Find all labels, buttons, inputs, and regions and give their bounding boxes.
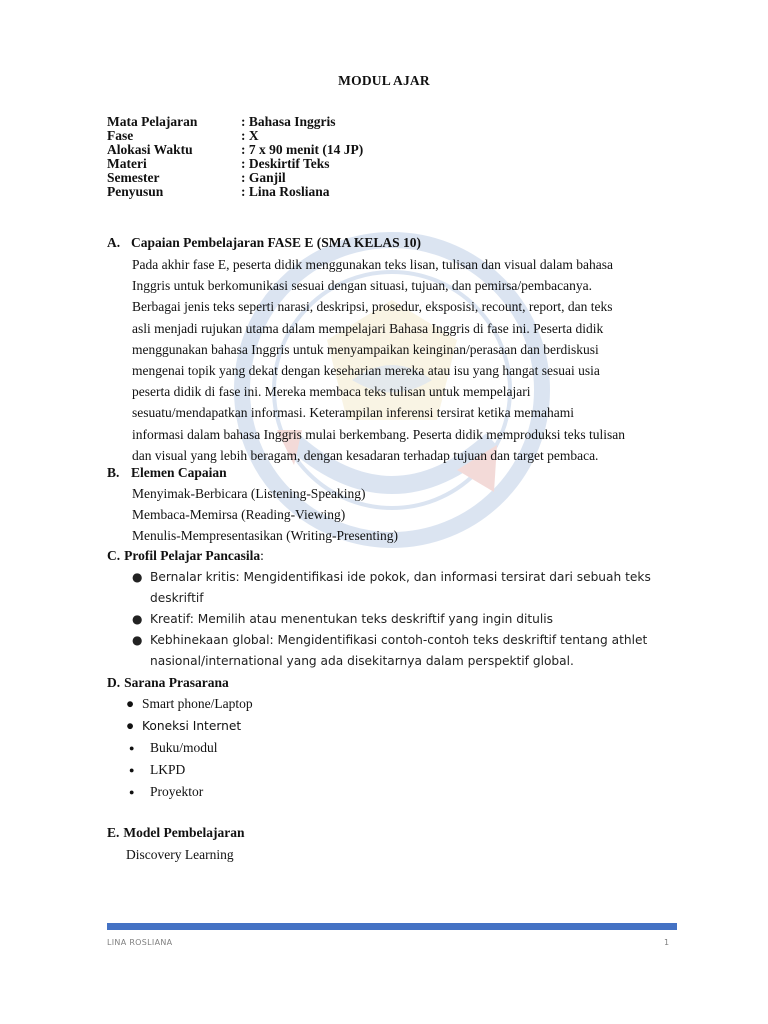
meta-value: : 7 x 90 menit (14 JP)	[241, 142, 364, 157]
bullet-icon: ●	[132, 570, 143, 584]
list-item-text: Bernalar kritis: Mengidentifikasi ide pokok, dan informasi tersirat dari sebuah teks	[150, 570, 651, 584]
list-item	[132, 609, 682, 630]
section-letter: B.	[107, 465, 120, 480]
list-item	[126, 715, 253, 737]
meta-row-material	[107, 157, 363, 171]
list-item: Membaca-Memirsa (Reading-Viewing)	[132, 507, 346, 522]
section-e-body: Discovery Learning	[126, 847, 234, 862]
list-item-text: LKPD	[150, 762, 186, 777]
bullet-icon: ●	[126, 696, 135, 711]
paragraph-line: menggunakan bahasa Inggris untuk menyampaikan keinginan/perasaan dan berdiskusi	[132, 341, 599, 357]
meta-row-author	[107, 185, 363, 199]
list-item-text: Buku/modul	[150, 740, 218, 755]
page-number: 1	[664, 938, 670, 947]
section-b-list	[132, 483, 398, 546]
list-item-text: Koneksi Internet	[142, 719, 242, 733]
section-a-heading	[107, 234, 677, 251]
paragraph-line: Berbagai jenis teks seperti narasi, deskripsi, prosedur, eksposisi, recount, report, dan teks	[132, 299, 613, 315]
bullet-icon: ●	[132, 633, 143, 647]
bullet-icon: ●	[126, 718, 135, 733]
meta-label: Materi	[107, 156, 147, 171]
list-item	[126, 759, 253, 781]
bullet-icon: ●	[132, 612, 143, 626]
list-item-text: Kebhinekaan global: Mengidentifikasi contoh-contoh teks deskriftif tentang athlet	[150, 633, 648, 647]
meta-value: : Lina Rosliana	[241, 184, 330, 199]
paragraph-line: sesuatu/mendapatkan informasi. Keterampilan inferensi tersirat ketika memahami	[132, 405, 574, 421]
section-letter: A.	[107, 235, 121, 250]
paragraph-line: dan visual yang lebih beragam, dengan kesadaran terhadap tujuan dan target pembaca.	[132, 447, 599, 463]
section-letter: C.	[107, 548, 121, 563]
meta-label: Mata Pelajaran	[107, 114, 198, 129]
section-title: Profil Pelajar Pancasila	[124, 548, 261, 563]
section-title: Capaian Pembelajaran FASE E (SMA KELAS 10)	[131, 235, 422, 250]
list-item: Menulis-Mempresentasikan (Writing-Presenting)	[132, 528, 399, 543]
meta-value: : X	[241, 128, 259, 143]
metadata-table	[107, 115, 363, 199]
bullet-icon: ●	[129, 787, 135, 797]
paragraph-line: peserta didik di fase ini. Mereka membaca teks tulisan untuk mempelajari	[132, 384, 531, 400]
section-title: Elemen Capaian	[131, 465, 227, 480]
section-d-heading	[107, 674, 677, 691]
document-title: MODUL AJAR	[338, 73, 430, 88]
paragraph-line: Pada akhir fase E, peserta didik menggunakan teks lisan, tulisan dan visual dalam bahasa	[132, 257, 613, 272]
meta-row-time	[107, 143, 363, 157]
list-item	[126, 781, 253, 803]
list-item-text: Kreatif: Memilih atau menentukan teks deskriftif yang ingin ditulis	[150, 612, 553, 626]
section-colon: :	[260, 548, 264, 563]
paragraph-line: mengenai topik yang dekat dengan keseharian mereka atau isu yang hangat sesuai usia	[132, 363, 600, 379]
paragraph-line: informasi dalam bahasa Inggris mulai berkembang. Peserta didik memproduksi teks tulisan	[132, 426, 626, 442]
meta-label: Penyusun	[107, 184, 164, 199]
meta-row-subject	[107, 115, 363, 129]
meta-row-phase	[107, 129, 363, 143]
section-e-heading	[107, 824, 677, 841]
footer-rule	[107, 923, 677, 930]
section-letter: D.	[107, 675, 121, 690]
section-c-bullets	[132, 567, 682, 672]
paragraph-line: Inggris untuk berkomunikasi sesuai dengan situasi, tujuan, dan pemirsa/pembacanya.	[132, 278, 593, 294]
list-item-text: Smart phone/Laptop	[142, 696, 253, 711]
meta-label: Semester	[107, 170, 160, 185]
section-letter: E.	[107, 825, 120, 840]
meta-value: : Bahasa Inggris	[241, 114, 336, 129]
section-b-heading	[107, 464, 677, 481]
meta-label: Alokasi Waktu	[107, 142, 193, 157]
bullet-icon: ●	[129, 743, 135, 753]
section-title: Sarana Prasarana	[124, 675, 229, 690]
bullet-icon: ●	[129, 765, 135, 775]
section-a-paragraph	[132, 254, 678, 466]
list-item-text: Proyektor	[150, 784, 204, 799]
section-d-list	[126, 693, 253, 803]
list-item	[132, 630, 682, 672]
meta-value: : Ganjil	[241, 170, 286, 185]
list-item	[126, 693, 253, 715]
list-item	[132, 567, 682, 609]
section-c-heading	[107, 547, 677, 564]
paragraph-line: asli menjadi rujukan utama dalam mempelajari Bahasa Inggris di fase ini. Peserta didik	[132, 320, 604, 336]
list-item-text: nasional/international yang ada disekitarnya dalam perspektif global.	[150, 654, 574, 668]
list-item: Menyimak-Berbicara (Listening-Speaking)	[132, 486, 366, 501]
meta-row-semester	[107, 171, 363, 185]
meta-label: Fase	[107, 128, 134, 143]
footer-author: LINA ROSLIANA	[107, 938, 173, 947]
list-item	[126, 737, 253, 759]
meta-value: : Deskirtif Teks	[241, 156, 330, 171]
list-item-text: deskriftif	[150, 591, 204, 605]
section-title: Model Pembelajaran	[123, 825, 245, 840]
